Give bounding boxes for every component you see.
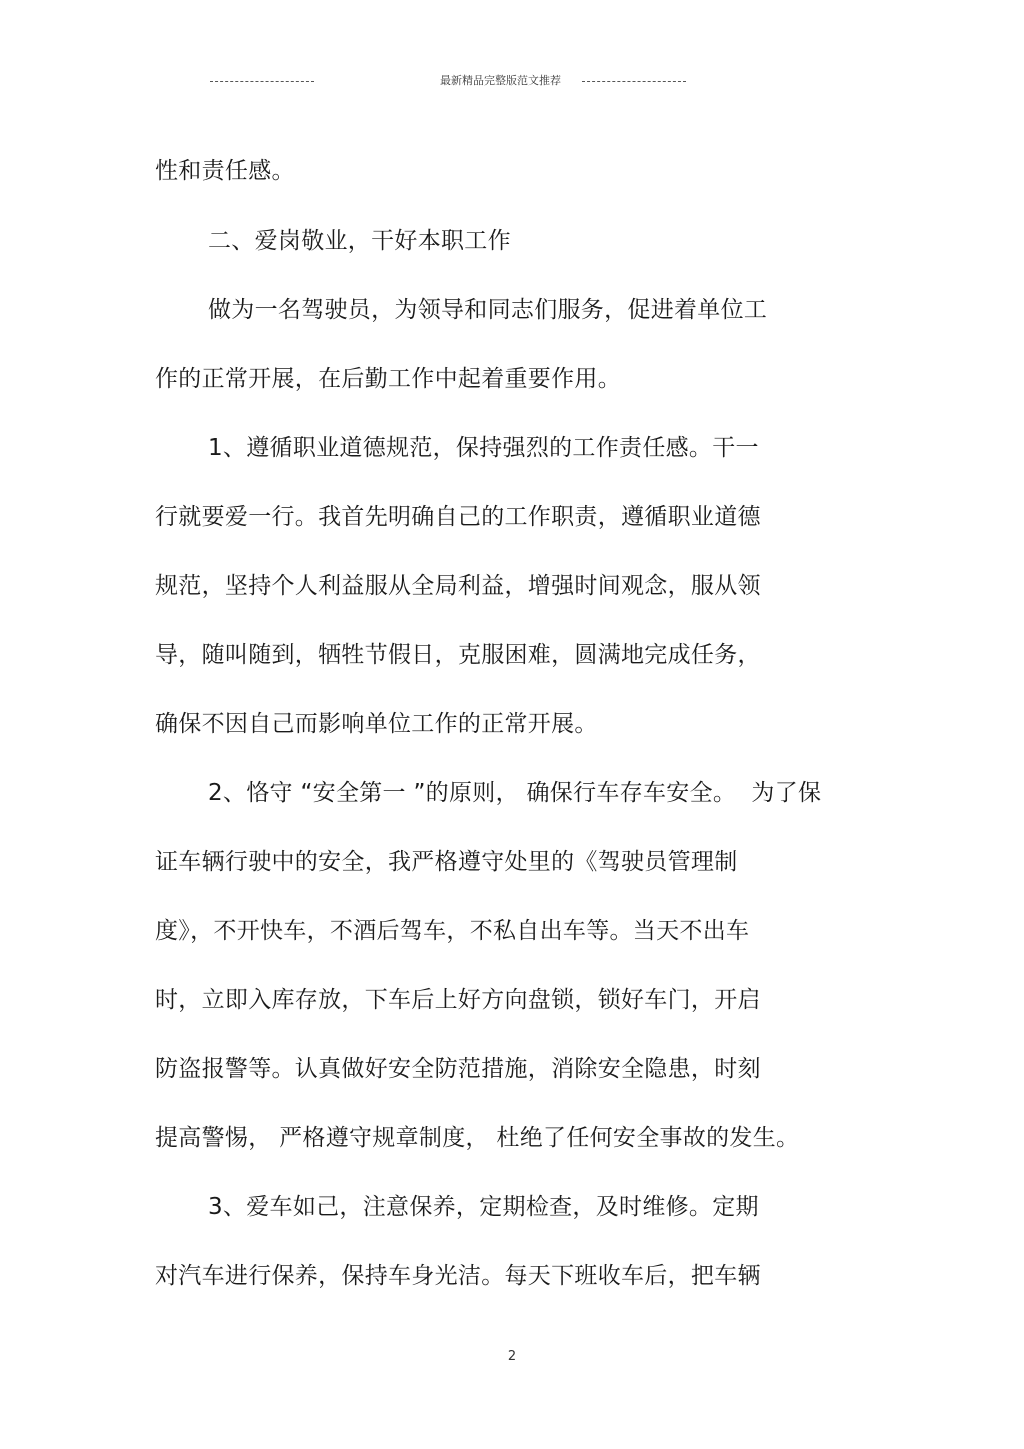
header-dashed-rule-right [582,81,686,82]
section-heading: 二、爱岗敬业，干好本职工作 [208,228,511,254]
body-line: 防盗报警等。认真做好安全防范措施，消除安全隐患，时刻 [155,1056,761,1082]
body-line: 对汽车进行保养，保持车身光洁。每天下班收车后，把车辆 [155,1263,761,1289]
body-line: 性和责任感。 [155,158,295,184]
body-line: 导，随叫随到，牺牲节假日，克服困难，圆满地完成任务， [155,642,761,668]
page-number: 2 [507,1349,517,1364]
body-line: 1、遵循职业道德规范，保持强烈的工作责任感。干一 [208,435,759,461]
body-line: 度》，不开快车，不酒后驾车，不私自出车等。当天不出车 [155,918,750,944]
header-dashed-rule-left [210,81,314,82]
body-line: 证车辆行驶中的安全，我严格遵守处里的《驾驶员管理制 [155,849,738,875]
body-line: 做为一名驾驶员，为领导和同志们服务，促进着单位工 [208,297,768,323]
body-line: 3、爱车如己，注意保养，定期检查，及时维修。定期 [208,1194,759,1220]
body-line: 行就要爱一行。我首先明确自己的工作职责，遵循职业道德 [155,504,761,530]
body-line: 时，立即入库存放，下车后上好方向盘锁，锁好车门，开启 [155,987,761,1013]
body-line: 2、恪守 “安全第一 ”的原则， 确保行车存车安全。 为了保 [208,780,822,806]
body-line: 作的正常开展，在后勤工作中起着重要作用。 [155,366,621,392]
header-title: 最新精品完整版范文推荐 [440,74,561,87]
body-line: 规范，坚持个人利益服从全局利益，增强时间观念，服从领 [155,573,761,599]
body-line: 提高警惕， 严格遵守规章制度， 杜绝了任何安全事故的发生。 [155,1125,800,1151]
page-header [0,72,1024,92]
body-line: 确保不因自己而影响单位工作的正常开展。 [155,711,598,737]
